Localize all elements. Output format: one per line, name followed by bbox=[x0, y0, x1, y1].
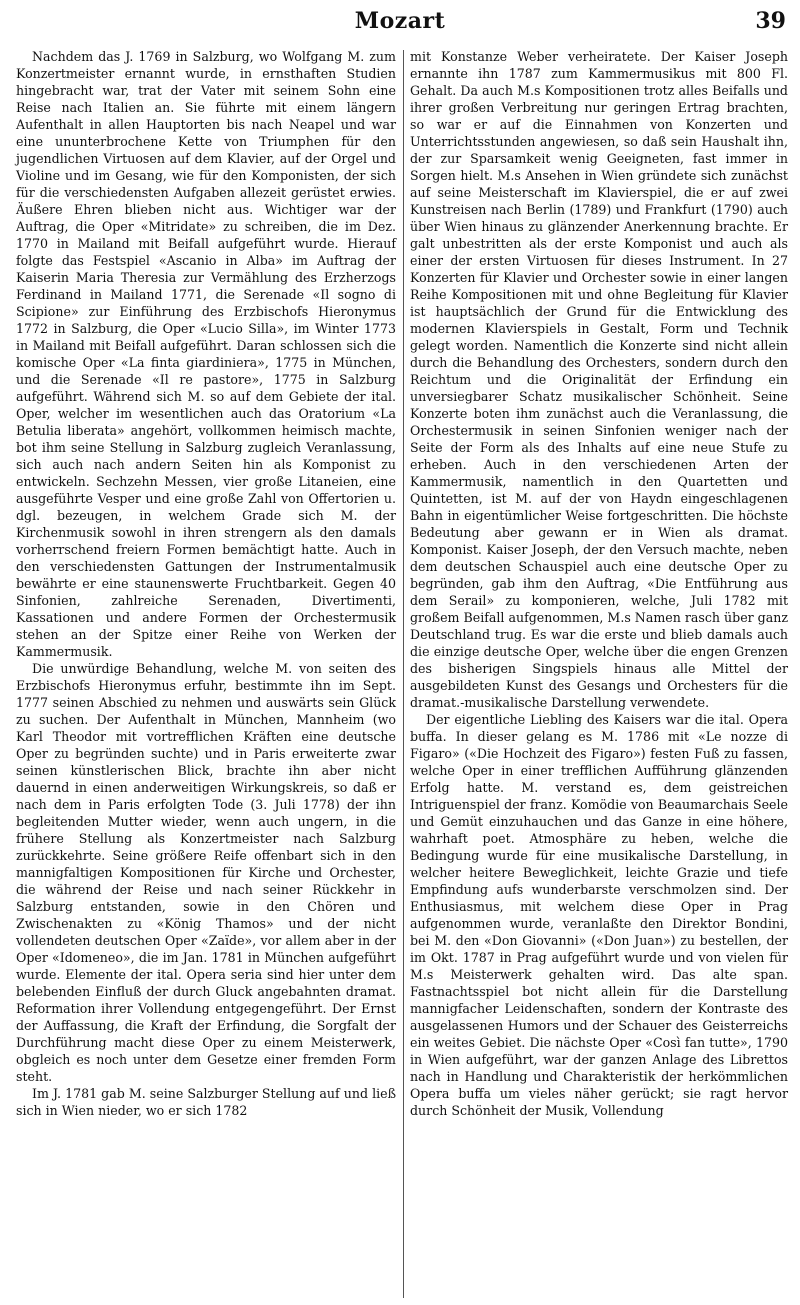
page-header bbox=[0, 6, 800, 38]
paragraph: Im J. 1781 gab M. seine Salzburger Stellung auf und ließ sich in Wien nieder, wo er sich 1782 bbox=[16, 1086, 396, 1118]
paragraph: mit Konstanze Weber verheiratete. Der Kaiser Joseph ernannte ihn 1787 zum Kammermusikus mit 800 Fl. Gehalt. Da auch M.s Kompositionen trotz alles Beifalls und ihrer großen Verbreitung nur geringen Ertrag brachten, so war er auf die Einnahmen von Konzerten und Unterrichtsstunden angewiesen, so daß sein Haushalt ihn, der zur Sparsamkeit wenig Geeigneten, fast immer in Sorgen hielt. M.s Ansehen in Wien gründete sich zunächst auf seine Meisterschaft im Klavierspiel, die er auf zwei Kunstreisen nach Berlin (1789) und Frankfurt (1790) auch über Wien hinaus zu glänzender Anerkennung brachte. Er galt unbestritten als der erste Komponist und auch als einer der ersten Virtuosen für dieses Instrument. In 27 Konzerten für Klavier und Orchester sowie in einer langen Reihe Kompositionen mit und ohne Begleitung für Klavier ist hauptsächlich der Grund für die Entwicklung des modernen Klavierspiels in Gestalt, Form und Technik gelegt worden. Namentlich die Konzerte sind nicht allein durch die Behandlung des Orchesters, sondern durch den Reichtum und die Originalität der Erfindung ein unversiegbarer Schatz musikalischer Schönheit. Seine Konzerte boten ihm zunächst auch die Veranlassung, die Orchestermusik in seinen Sinfonien weniger nach der Seite der Form als des Inhalts auf eine neue Stufe zu erheben. Auch in den verschiedenen Arten der Kammermusik, namentlich in den Quartetten und Quintetten, ist M. auf der von Haydn eingeschlagenen Bahn in eigentümlicher Weise fortgeschritten. Die höchste Bedeutung aber gewann er in Wien als dramat. Komponist. Kaiser Joseph, der den Versuch machte, neben dem deutschen Schauspiel auch eine deutsche Oper zu begründen, gab ihm den Auftrag, «Die Entführung aus dem Serail» zu komponieren, welche, Juli 1782 mit großem Beifall aufgenommen, M.s Namen rasch über ganz Deutschland trug. Es war die erste und blieb damals auch die einzige deutsche Oper, welche über die engen Grenzen des bisherigen Singspiels hinaus alle Mittel der ausgebildeten Kunst des Gesangs und Orchesters für die dramat.-musikalische Darstellung verwendete. bbox=[410, 49, 788, 710]
paragraph: Die unwürdige Behandlung, welche M. von seiten des Erzbischofs Hieronymus erfuhr, bestimmte ihn im Sept. 1777 seinen Abschied zu nehmen und auswärts sein Glück zu suchen. Der Aufenthalt in München, Mannheim (wo Karl Theodor mit vortrefflichen Kräften eine deutsche Oper zu begründen suchte) und in Paris erweiterte zwar seinen künstlerischen Blick, brachte ihn aber nicht dauernd in einen anderweitigen Wirkungskreis, so daß er nach dem in Paris erfolgten Tode (3. Juli 1778) der ihn begleitenden Mutter wieder, wenn auch ungern, in die frühere Stellung als Konzertmeister nach Salzburg zurückkehrte. Seine größere Reife offenbart sich in den mannigfaltigen Kompositionen für Kirche und Orchester, die während der Reise und nach seiner Rückkehr in Salzburg entstanden, sowie in den Chören und Zwischenakten zu «König Thamos» und der nicht vollendeten deutschen Oper «Zaïde», vor allem aber in der Oper «Idomeneo», die im Jan. 1781 in München aufgeführt wurde. Elemente der ital. Opera seria sind hier unter dem belebenden Einfluß der durch Gluck angebahnten dramat. Reformation ihrer Vollendung entgegengeführt. Der Ernst der Auffassung, die Kraft der Erfindung, die Sorgfalt der Durchführung macht diese Oper zu einem Meisterwerk, obgleich es noch unter dem Gesetze einer fremden Form steht. bbox=[16, 661, 396, 1084]
left-column bbox=[16, 48, 396, 1119]
paragraph: Nachdem das J. 1769 in Salzburg, wo Wolfgang M. zum Konzertmeister ernannt wurde, in ernsthaften Studien hingebracht war, trat der Vater mit seinem Sohn eine Reise nach Italien an. Sie führte mit einem längern Aufenthalt in allen Hauptorten bis nach Neapel und war eine ununterbrochene Kette von Triumphen für den jugendlichen Virtuosen auf dem Klavier, auf der Orgel und Violine und im Gesang, wie für den Komponisten, der sich für die verschiedensten Aufgaben allezeit gerüstet erwies. Äußere Ehren blieben nicht aus. Wichtiger war der Auftrag, die Oper «Mitridate» zu schreiben, die im Dez. 1770 in Mailand mit Beifall aufgeführt wurde. Hierauf folgte das Festspiel «Ascanio in Alba» im Auftrag der Kaiserin Maria Theresia zur Vermählung des Erzherzogs Ferdinand in Mailand 1771, die Serenade «Il sogno di Scipione» zur Einführung des Erzbischofs Hieronymus 1772 in Salzburg, die Oper «Lucio Silla», im Winter 1773 in Mailand mit Beifall aufgeführt. Daran schlossen sich die komische Oper «La finta giardiniera», 1775 in München, und die Serenade «Il re pastore», 1775 in Salzburg aufgeführt. Während sich M. so auf dem Gebiete der ital. Oper, welcher im wesentlichen auch das Oratorium «La Betulia liberata» angehört, vollkommen heimisch machte, bot ihm seine Stellung in Salzburg zugleich Veranlassung, sich auch nach andern Seiten hin als Komponist zu entwickeln. Sechzehn Messen, vier große Litaneien, eine ausgeführte Vesper und eine große Zahl von Offertorien u. dgl. bezeugen, in welchem Grade sich M. der Kirchenmusik sowohl in ihren strengern als den damals vorherrschend freiern Formen bemächtigt hatte. Auch in den verschiedensten Gattungen der Instrumentalmusik bewährte er eine staunenswerte Fruchtbarkeit. Gegen 40 Sinfonien, zahlreiche Serenaden, Divertimenti, Kassationen und andere Formen der Orchestermusik stehen an der Spitze einer Reihe von Werken der Kammermusik. bbox=[16, 49, 396, 659]
column-divider bbox=[403, 50, 404, 1298]
running-head: Mozart bbox=[354, 8, 446, 34]
right-column bbox=[410, 48, 788, 1119]
page-number: 39 bbox=[755, 8, 786, 34]
paragraph: Der eigentliche Liebling des Kaisers war die ital. Opera buffa. In dieser gelang es M. 1786 mit «Le nozze di Figaro» («Die Hochzeit des Figaro») festen Fuß zu fassen, welche Oper in einer trefflichen Aufführung glänzenden Erfolg hatte. M. verstand es, dem geistreichen Intriguenspiel der franz. Komödie von Beaumarchais Seele und Gemüt einzuhauchen und das Ganze in eine höhere, wahrhaft poet. Atmosphäre zu heben, welche die Bedingung wurde für eine musikalische Darstellung, in welcher heitere Beweglichkeit, leichte Grazie und tiefe Empfindung aufs wunderbarste verschmolzen sind. Der Enthusiasmus, mit welchem diese Oper in Prag aufgenommen wurde, veranlaßte den Direktor Bondini, bei M. den «Don Giovanni» («Don Juan») zu bestellen, der im Okt. 1787 in Prag aufgeführt wurde und von vielen für M.s Meisterwerk gehalten wird. Das alte span. Fastnachtsspiel bot nicht allein für die Darstellung mannigfacher Leidenschaften, sondern der Kontraste des ausgelassenen Humors und der Schauer des Geisterreichs ein weites Gebiet. Die nächste Oper «Così fan tutte», 1790 in Wien aufgeführt, war der ganzen Anlage des Librettos nach in Handlung und Charakteristik der herkömmlichen Opera buffa um vieles näher gerückt; sie ragt hervor durch Schönheit der Musik, Vollendung bbox=[410, 712, 788, 1118]
